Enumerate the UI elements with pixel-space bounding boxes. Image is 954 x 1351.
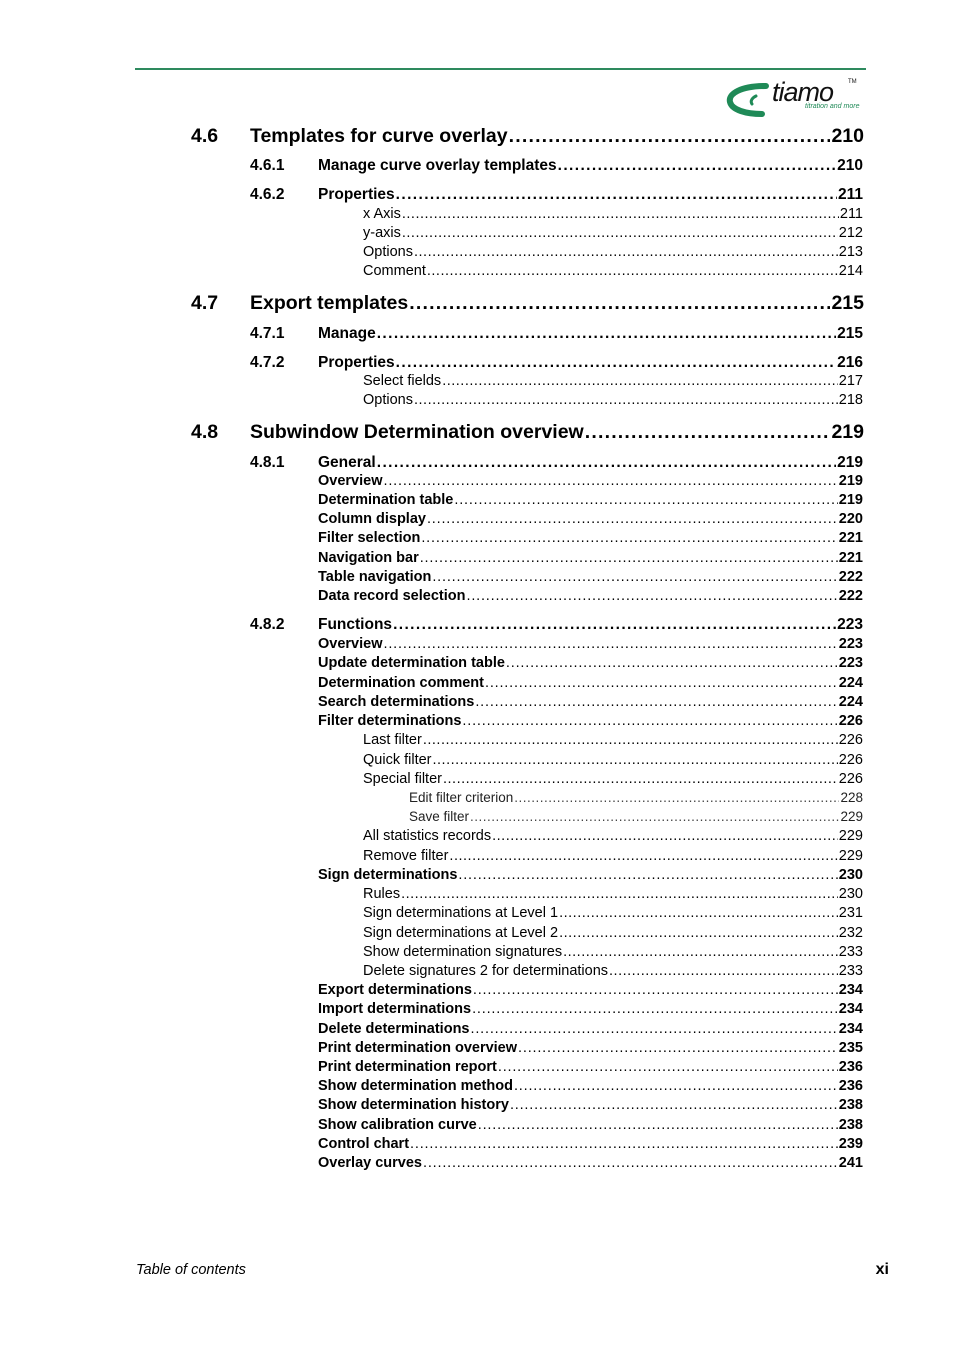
toc-title: Remove filter (363, 848, 449, 864)
toc-number: 4.8.1 (250, 454, 285, 471)
toc-entry-x-axis[interactable] (0, 206, 954, 225)
toc-entry-save-filter[interactable] (0, 809, 954, 826)
svg-text:tiamo: tiamo (772, 77, 834, 107)
toc-title: Edit filter criterion (409, 790, 514, 805)
toc-number: 4.8.2 (250, 616, 285, 633)
toc-page: 216 (837, 354, 863, 371)
toc-page: 226 (838, 771, 863, 787)
toc-page: 215 (831, 292, 864, 314)
toc-entry-data-record-selection[interactable] (0, 588, 954, 607)
footer-section-label: Table of contents (136, 1262, 246, 1278)
toc-title: Overview (318, 473, 383, 489)
toc-title: Export templates (250, 292, 409, 314)
toc-entry-remove-filter[interactable] (0, 848, 954, 867)
toc-page: 238 (838, 1097, 863, 1113)
toc-entry-last-filter[interactable] (0, 732, 954, 751)
toc-title: Determination comment (318, 675, 484, 691)
toc-title: Show determination history (318, 1097, 509, 1113)
toc-page: 213 (838, 244, 863, 260)
toc-title: Export determinations (318, 982, 472, 998)
toc-title: Control chart (318, 1136, 410, 1152)
toc-title: Navigation bar (318, 550, 419, 566)
toc-entry-navigation-bar[interactable] (0, 550, 954, 569)
toc-entry-y-axis[interactable] (0, 225, 954, 244)
toc-entry-rules[interactable] (0, 886, 954, 905)
toc-title: Data record selection (318, 588, 466, 604)
toc-title: Manage (318, 325, 376, 342)
toc-page: 218 (838, 392, 863, 408)
toc-entry-control-chart[interactable] (0, 1136, 954, 1155)
toc-page: 229 (838, 828, 863, 844)
toc-section-4-6-2[interactable] (0, 186, 954, 206)
toc-entry-import-determinations[interactable] (0, 1001, 954, 1020)
toc-page: 215 (837, 325, 863, 342)
toc-page: 228 (840, 790, 863, 805)
toc-page: 234 (838, 982, 863, 998)
toc-entry-print-determination-report[interactable] (0, 1059, 954, 1078)
toc-page: 223 (838, 636, 863, 652)
toc-section-4-8-2[interactable] (0, 616, 954, 636)
toc-page: 219 (838, 492, 863, 508)
toc-page: 224 (838, 694, 863, 710)
toc-title: Special filter (363, 771, 442, 787)
toc-page: 224 (838, 675, 863, 691)
toc-entry-search-determinations[interactable] (0, 694, 954, 713)
toc-entry-delete-signatures[interactable] (0, 963, 954, 982)
toc-page: 219 (837, 454, 863, 471)
toc-entry-update-determination-table[interactable] (0, 655, 954, 674)
toc-entry-comment[interactable] (0, 263, 954, 282)
toc-page: 221 (838, 550, 863, 566)
toc-number: 4.7 (191, 292, 219, 314)
toc-page: 238 (838, 1117, 863, 1133)
toc-entry-overview[interactable] (0, 636, 954, 655)
toc-title: Overview (318, 636, 383, 652)
toc-title: Sign determinations at Level 2 (363, 925, 559, 941)
toc-page: 217 (838, 373, 863, 389)
toc-page: 226 (838, 732, 863, 748)
toc-entry-overlay-curves[interactable] (0, 1155, 954, 1174)
toc-entry-special-filter[interactable] (0, 771, 954, 790)
toc-title: Delete signatures 2 for determinations (363, 963, 609, 979)
toc-entry-filter-determinations[interactable] (0, 713, 954, 732)
toc-title: Show calibration curve (318, 1117, 477, 1133)
toc-title: Comment (363, 263, 426, 279)
toc-entry-show-determination-method[interactable] (0, 1078, 954, 1097)
toc-page: 211 (839, 206, 863, 222)
toc-entry-show-signatures[interactable] (0, 944, 954, 963)
toc-title: Sign determinations at Level 1 (363, 905, 559, 921)
toc-entry-table-navigation[interactable] (0, 569, 954, 588)
toc-page: 222 (838, 588, 863, 604)
toc-section-4-6[interactable] (0, 125, 954, 151)
toc-title: Rules (363, 886, 401, 902)
toc-title: All statistics records (363, 828, 492, 844)
toc-title: Properties (318, 354, 395, 371)
toc-entry-sign-level-1[interactable] (0, 905, 954, 924)
toc-page: 220 (838, 511, 863, 527)
footer-page-number: xi (875, 1261, 889, 1278)
toc-title: Print determination report (318, 1059, 497, 1075)
toc-title: Save filter (409, 809, 470, 824)
toc-title: Column display (318, 511, 426, 527)
toc-section-4-8[interactable] (0, 421, 954, 447)
toc-title: Overlay curves (318, 1155, 422, 1171)
toc-entry-print-determination-overview[interactable] (0, 1040, 954, 1059)
toc-page: 230 (838, 886, 863, 902)
toc-entry-export-determinations[interactable] (0, 982, 954, 1001)
toc-title: General (318, 454, 376, 471)
toc-title: Options (363, 392, 413, 408)
toc-page: 233 (838, 963, 863, 979)
toc-title: Determination table (318, 492, 454, 508)
toc-title: Manage curve overlay templates (318, 157, 557, 174)
toc-page: 236 (838, 1078, 863, 1094)
toc-title: x Axis (363, 206, 401, 222)
toc-section-4-7[interactable] (0, 292, 954, 318)
toc-number: 4.8 (191, 421, 219, 443)
toc-page: 210 (837, 157, 863, 174)
toc-title: Show determination signatures (363, 944, 563, 960)
toc-page: 231 (838, 905, 863, 921)
toc-title: Subwindow Determination overview (250, 421, 584, 443)
toc-title: Search determinations (318, 694, 475, 710)
toc-entry-overview[interactable] (0, 473, 954, 492)
toc-title: y-axis (363, 225, 401, 241)
toc-page: 219 (838, 473, 863, 489)
toc-title: Properties (318, 186, 395, 203)
toc-page: 212 (838, 225, 863, 241)
toc-entry-edit-filter-criterion[interactable] (0, 790, 954, 807)
toc-title: Print determination overview (318, 1040, 518, 1056)
toc-page: 223 (837, 616, 863, 633)
toc-entry-quick-filter[interactable] (0, 752, 954, 771)
toc-entry-show-calibration-curve[interactable] (0, 1117, 954, 1136)
toc-title: Update determination table (318, 655, 505, 671)
toc-title: Select fields (363, 373, 442, 389)
toc-number: 4.6.2 (250, 186, 285, 203)
toc-section-4-6-1[interactable] (0, 157, 954, 177)
toc-page: 226 (838, 752, 863, 768)
svg-text:TM: TM (848, 79, 857, 85)
toc-title: Functions (318, 616, 393, 633)
toc-title: Templates for curve overlay (250, 125, 508, 147)
toc-page: 233 (838, 944, 863, 960)
toc-page: 236 (838, 1059, 863, 1075)
toc-page: 223 (838, 655, 863, 671)
toc-page: 211 (837, 186, 863, 203)
toc-entry-options[interactable] (0, 392, 954, 411)
toc-entry-determination-table[interactable] (0, 492, 954, 511)
toc-title: Import determinations (318, 1001, 472, 1017)
toc-title: Delete determinations (318, 1021, 470, 1037)
toc-page: 232 (838, 925, 863, 941)
toc-title: Filter determinations (318, 713, 462, 729)
toc-section-4-7-2[interactable] (0, 354, 954, 374)
toc-page: 210 (831, 125, 864, 147)
toc-page: 229 (838, 848, 863, 864)
toc-page: 229 (840, 809, 863, 824)
toc-page: 214 (838, 263, 863, 279)
toc-entry-options[interactable] (0, 244, 954, 263)
toc-entry-filter-selection[interactable] (0, 530, 954, 549)
toc-title: Quick filter (363, 752, 432, 768)
toc-entry-show-determination-history[interactable] (0, 1097, 954, 1116)
toc-number: 4.7.1 (250, 325, 285, 342)
toc-page: 234 (838, 1001, 863, 1017)
toc-entry-sign-determinations[interactable] (0, 867, 954, 886)
toc-number: 4.7.2 (250, 354, 285, 371)
toc-section-4-7-1[interactable] (0, 325, 954, 345)
toc-entry-determination-comment[interactable] (0, 675, 954, 694)
toc-page: 234 (838, 1021, 863, 1037)
toc-page: 221 (838, 530, 863, 546)
toc-title: Last filter (363, 732, 422, 748)
toc-entry-select-fields[interactable] (0, 373, 954, 392)
toc-page: 219 (831, 421, 864, 443)
toc-page: 239 (838, 1136, 863, 1152)
toc-title: Table navigation (318, 569, 432, 585)
svg-text:titration and more: titration and more (805, 103, 860, 110)
toc-number: 4.6.1 (250, 157, 285, 174)
toc-entry-sign-level-2[interactable] (0, 925, 954, 944)
toc-page: 226 (838, 713, 863, 729)
toc-title: Options (363, 244, 413, 260)
toc-entry-column-display[interactable] (0, 511, 954, 530)
toc-page: 235 (838, 1040, 863, 1056)
toc-title: Filter selection (318, 530, 421, 546)
toc-entry-delete-determinations[interactable] (0, 1021, 954, 1040)
toc-entry-all-statistics-records[interactable] (0, 828, 954, 847)
toc-page: 241 (838, 1155, 863, 1171)
toc-section-4-8-1[interactable] (0, 454, 954, 474)
toc-page: 222 (838, 569, 863, 585)
toc-title: Show determination method (318, 1078, 513, 1094)
toc-page: 230 (838, 867, 863, 883)
toc-number: 4.6 (191, 125, 219, 147)
toc-title: Sign determinations (318, 867, 458, 883)
